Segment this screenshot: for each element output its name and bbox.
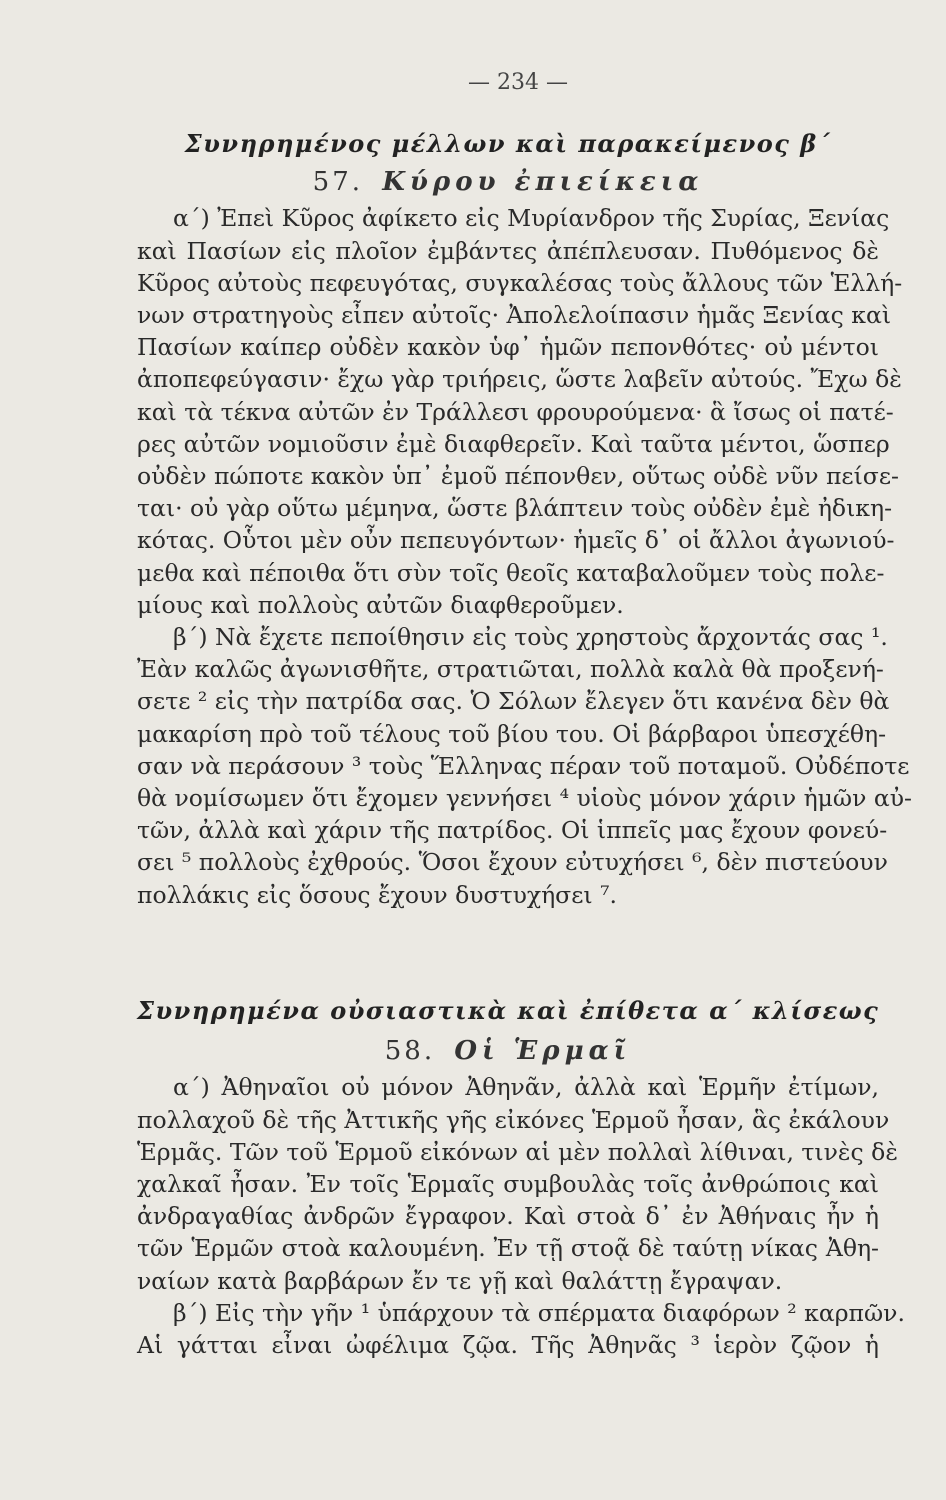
paragraph-b xyxy=(137,621,912,911)
lesson-title-text: Οἱ Ἑρμαῖ xyxy=(454,1036,632,1067)
text-line: α΄) Ἀθηναῖοι οὐ μόνον Ἀθηνᾶν, ἀλλὰ καὶ Ἑρμῆν ἐτίμων, xyxy=(173,1073,879,1102)
text-line: ἀποπεφεύγασιν· ἔχω γὰρ τριήρεις, ὥστε λαβεῖν αὐτούς. Ἔχω δὲ xyxy=(137,365,902,394)
lesson-title xyxy=(137,166,879,198)
text-line: θὰ νομίσωμεν ὅτι ἔχομεν γεννήσει ⁴ υἱοὺς μόνον χάριν ἡμῶν αὐ- xyxy=(137,784,912,813)
text-line: Ἐὰν καλῶς ἀγωνισθῆτε, στρατιῶται, πολλὰ καλὰ θὰ προξενή- xyxy=(137,655,884,684)
text-line: ἀνδραγαθίας ἀνδρῶν ἔγραφον. Καὶ στοὰ δ᾽ ἐν Ἀθήναις ἦν ἡ xyxy=(137,1202,879,1231)
page-number: — 234 — xyxy=(468,70,568,95)
paragraph-a xyxy=(137,1071,898,1296)
text-line: καὶ Πασίων εἰς πλοῖον ἐμβάντες ἀπέπλευσαν. Πυθόμενος δὲ xyxy=(137,236,879,265)
text-line: κότας. Οὗτοι μὲν οὖν πεπευγόντων· ἡμεῖς δ᾽ οἱ ἄλλοι ἀγωνιού- xyxy=(137,526,895,555)
text-line: Ἑρμᾶς. Τῶν τοῦ Ἑρμοῦ εἰκόνων αἱ μὲν πολλαὶ λίθιναι, τινὲς δὲ xyxy=(137,1137,898,1166)
section-heading: Συνηρημένος μέλλων καὶ παρακείμενος β΄ xyxy=(184,129,832,158)
text-line: τῶν Ἑρμῶν στοὰ καλουμένη. Ἐν τῇ στοᾷ δὲ ταύτῃ νίκας Ἀθη- xyxy=(137,1234,879,1263)
text-line: τῶν, ἀλλὰ καὶ χάριν τῆς πατρίδος. Οἱ ἱππεῖς μας ἔχουν φονεύ- xyxy=(137,816,888,845)
text-line: ναίων κατὰ βαρβάρων ἔν τε γῇ καὶ θαλάττῃ ἔγραψαν. xyxy=(137,1266,783,1295)
paragraph-b xyxy=(137,1297,905,1361)
lesson-title-text: Κύρου ἐπιείκεια xyxy=(382,167,704,198)
text-line: μίους καὶ πολλοὺς αὐτῶν διαφθεροῦμεν. xyxy=(137,590,624,619)
text-line: καὶ τὰ τέκνα αὐτῶν ἐν Τράλλεσι φρουρούμενα· ἃ ἴσως οἱ πατέ- xyxy=(137,397,894,426)
text-line: σαν νὰ περάσουν ³ τοὺς Ἕλληνας πέραν τοῦ ποταμοῦ. Οὐδέποτε xyxy=(137,751,910,780)
section-heading: Συνηρημένα οὐσιαστικὰ καὶ ἐπίθετα α΄ κλίσεως xyxy=(137,996,880,1025)
text-line: Κῦρος αὐτοὺς πεφευγότας, συγκαλέσας τοὺς ἄλλους τῶν Ἑλλή- xyxy=(137,268,903,297)
section-1 xyxy=(137,128,912,911)
text-line: Πασίων καίπερ οὐδὲν κακὸν ὑφ᾽ ἡμῶν πεπονθότες· οὐ μέντοι xyxy=(137,333,879,362)
text-line: β΄) Εἰς τὴν γῆν ¹ ὑπάρχουν τὰ σπέρματα διαφόρων ² καρπῶν. xyxy=(173,1298,905,1327)
text-line: χαλκαῖ ἦσαν. Ἐν τοῖς Ἑρμαῖς συμβουλὰς τοῖς ἀνθρώποις καὶ xyxy=(137,1170,879,1199)
text-line: πολλάκις εἰς ὅσους ἔχουν δυστυχήσει ⁷. xyxy=(137,880,617,909)
text-line: σει ⁵ πολλοὺς ἐχθρούς. Ὅσοι ἔχουν εὐτυχήσει ⁶, δὲν πιστεύουν xyxy=(137,848,888,877)
lesson-number: 58. xyxy=(384,1036,436,1067)
text-line: μακαρίση πρὸ τοῦ τέλους τοῦ βίου του. Οἱ βάρβαροι ὑπεσχέθη- xyxy=(137,719,887,748)
text-line: α΄) Ἐπεὶ Κῦρος ἀφίκετο εἰς Μυρίανδρον τῆς Συρίας, Ξενίας xyxy=(173,204,890,233)
text-line: β΄) Νὰ ἔχετε πεποίθησιν εἰς τοὺς χρηστοὺς ἄρχοντάς σας ¹. xyxy=(173,623,888,652)
paragraph-a xyxy=(137,202,903,621)
text-line: πολλαχοῦ δὲ τῆς Ἀττικῆς γῆς εἰκόνες Ἑρμοῦ ἦσαν, ἃς ἐκάλουν xyxy=(137,1105,890,1134)
text-line: νων στρατηγοὺς εἶπεν αὐτοῖς· Ἀπολελοίπασιν ἡμᾶς Ξενίας καὶ xyxy=(137,301,892,330)
text-line: οὐδὲν πώποτε κακὸν ὑπ᾽ ἐμοῦ πέπονθεν, οὕτως οὐδὲ νῦν πείσε- xyxy=(137,462,899,491)
text-line: Αἱ γάτται εἶναι ὠφέλιμα ζῷα. Τῆς Ἀθηνᾶς ³ ἱερὸν ζῷον ἡ xyxy=(137,1331,879,1360)
text-line: μεθα καὶ πέποιθα ὅτι σὺν τοῖς θεοῖς καταβαλοῦμεν τοὺς πολε- xyxy=(137,558,885,587)
text-line: ρες αὐτῶν νομιοῦσιν ἐμὲ διαφθερεῖν. Καὶ ταῦτα μέντοι, ὥσπερ xyxy=(137,429,890,458)
text-line: ται· οὐ γὰρ οὕτω μέμηνα, ὥστε βλάπτειν τοὺς οὐδὲν ἐμὲ ἠδικη- xyxy=(137,494,893,523)
section-2 xyxy=(137,995,905,1361)
lesson-number: 57. xyxy=(312,167,364,198)
lesson-title xyxy=(137,1035,879,1067)
text-line: σετε ² εἰς τὴν πατρίδα σας. Ὁ Σόλων ἔλεγεν ὅτι κανένα δὲν θὰ xyxy=(137,687,890,716)
